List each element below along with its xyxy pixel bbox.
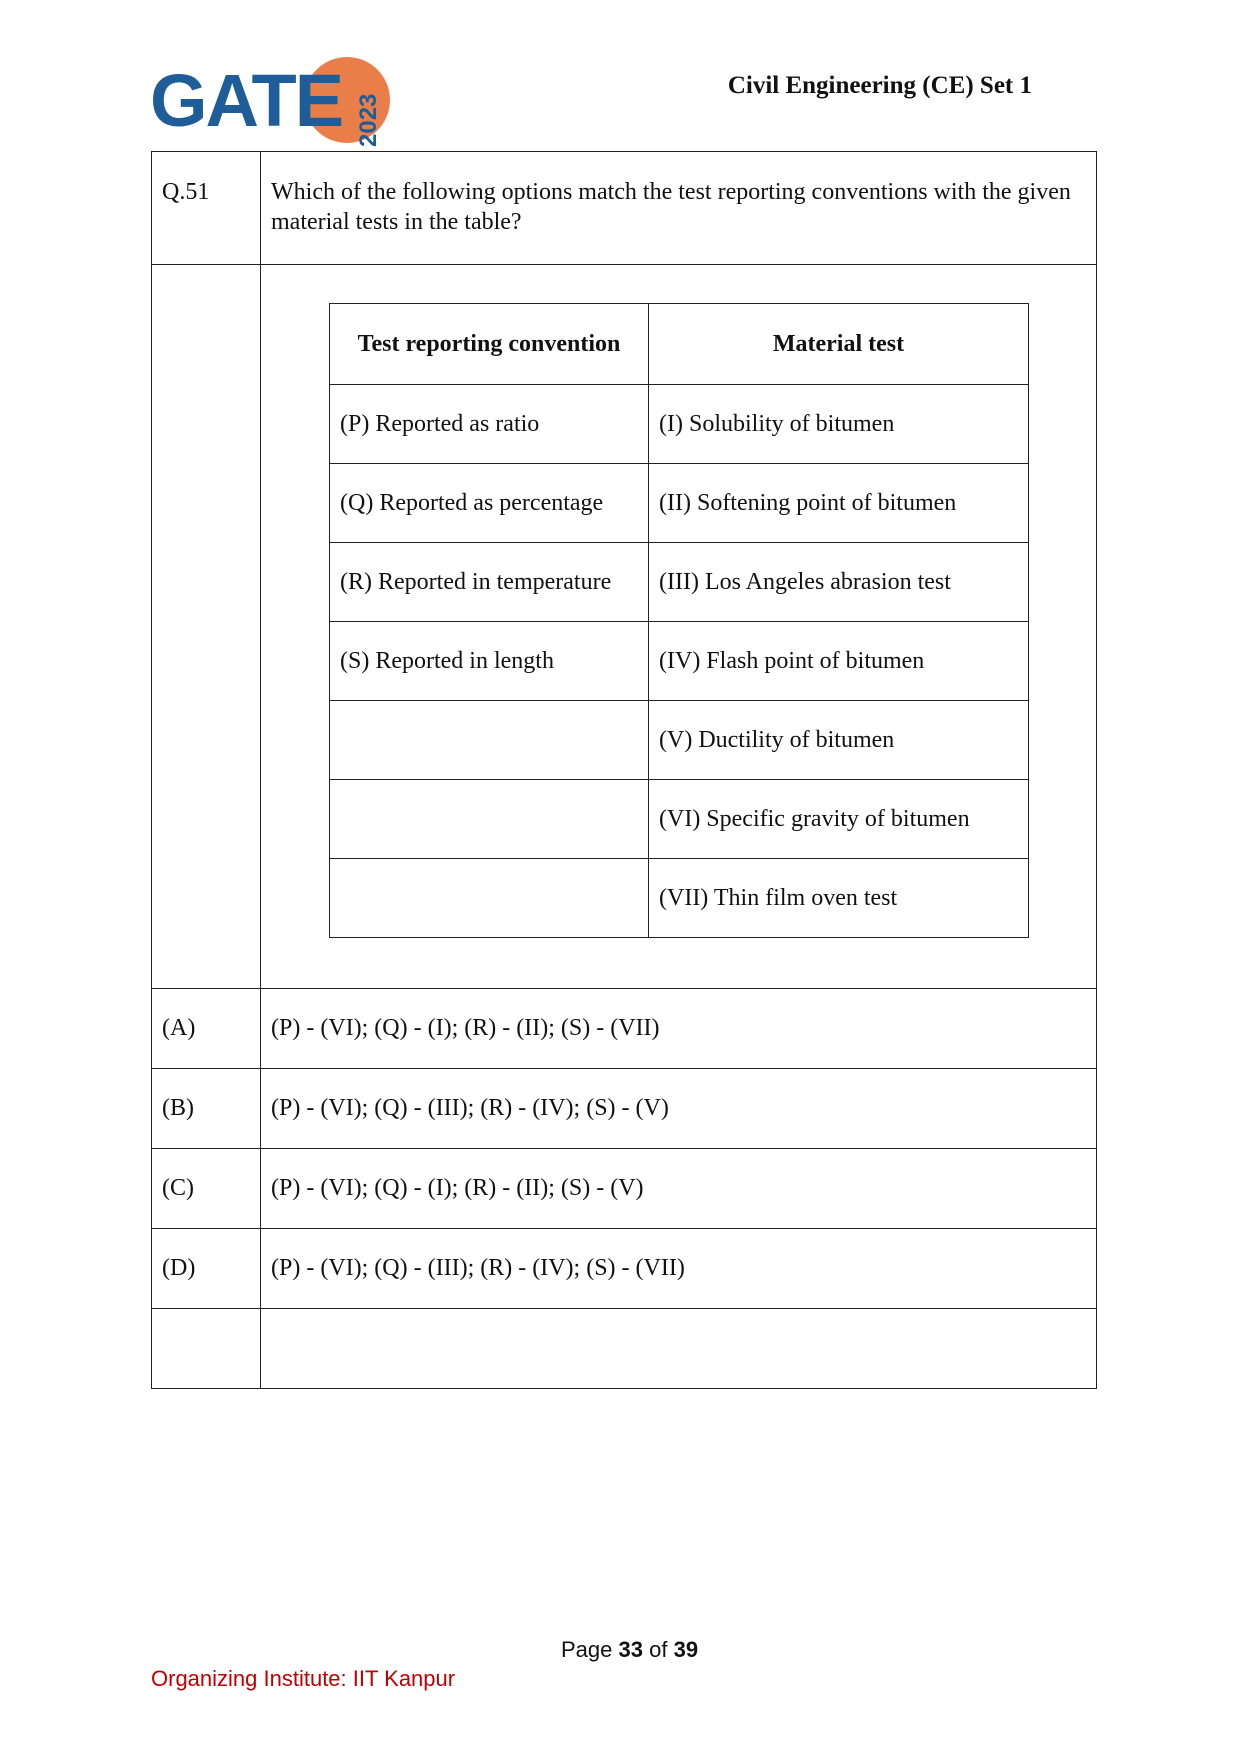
convention-cell: (Q) Reported as percentage — [330, 464, 649, 543]
convention-cell — [330, 780, 649, 859]
logo-text: GATE — [150, 59, 343, 142]
convention-cell — [330, 859, 649, 938]
page-current: 33 — [618, 1637, 643, 1662]
option-row-b — [152, 1069, 1097, 1149]
page-number — [561, 1637, 698, 1663]
material-test-cell: (II) Softening point of bitumen — [649, 464, 1029, 543]
option-row-d — [152, 1229, 1097, 1309]
table-row — [330, 859, 1029, 938]
question-table — [151, 151, 1097, 1389]
convention-cell: (S) Reported in length — [330, 622, 649, 701]
table-row — [330, 464, 1029, 543]
page-of: of — [649, 1637, 668, 1662]
material-test-cell: (III) Los Angeles abrasion test — [649, 543, 1029, 622]
convention-cell: (R) Reported in temperature — [330, 543, 649, 622]
option-row-c — [152, 1149, 1097, 1229]
material-test-cell: (VI) Specific gravity of bitumen — [649, 780, 1029, 859]
question-number-cell — [152, 152, 261, 265]
question-row — [152, 152, 1097, 265]
convention-cell: (P) Reported as ratio — [330, 385, 649, 464]
material-test-cell: (V) Ductility of bitumen — [649, 701, 1029, 780]
question-text: Which of the following options match the test reporting conventions with the given material tests in the table? — [271, 179, 1071, 235]
matching-table — [329, 303, 1029, 938]
material-test-cell: (I) Solubility of bitumen — [649, 385, 1029, 464]
table-row — [330, 385, 1029, 464]
option-text: (P) - (VI); (Q) - (III); (R) - (IV); (S) - (V) — [261, 1069, 1097, 1149]
option-text: (P) - (VI); (Q) - (I); (R) - (II); (S) - (VII) — [261, 989, 1097, 1069]
logo-year: 2023 — [355, 93, 382, 147]
table-row — [330, 622, 1029, 701]
matching-table-header — [330, 304, 1029, 385]
option-label: (C) — [152, 1149, 261, 1229]
material-test-cell: (IV) Flash point of bitumen — [649, 622, 1029, 701]
material-test-cell: (VII) Thin film oven test — [649, 859, 1029, 938]
page-total: 39 — [673, 1637, 699, 1662]
option-label: (A) — [152, 989, 261, 1069]
matching-table-row — [152, 265, 1097, 989]
option-label: (B) — [152, 1069, 261, 1149]
option-label: (D) — [152, 1229, 261, 1309]
table-row — [330, 780, 1029, 859]
page-prefix: Page — [561, 1637, 613, 1662]
table-row — [330, 701, 1029, 780]
option-text: (P) - (VI); (Q) - (I); (R) - (II); (S) - (V) — [261, 1149, 1097, 1229]
table-row — [330, 543, 1029, 622]
column-header-convention: Test reporting convention — [330, 304, 649, 385]
organizing-institute: Organizing Institute: IIT Kanpur — [151, 1666, 456, 1691]
option-text: (P) - (VI); (Q) - (III); (R) - (IV); (S) - (VII) — [261, 1229, 1097, 1309]
question-text-cell — [261, 152, 1097, 265]
empty-row — [152, 1309, 1097, 1389]
paper-title: Civil Engineering (CE) Set 1 — [727, 72, 1032, 99]
gate-logo — [150, 55, 390, 147]
question-number: Q.51 — [162, 179, 210, 205]
convention-cell — [330, 701, 649, 780]
column-header-material-test: Material test — [649, 304, 1029, 385]
option-row-a — [152, 989, 1097, 1069]
